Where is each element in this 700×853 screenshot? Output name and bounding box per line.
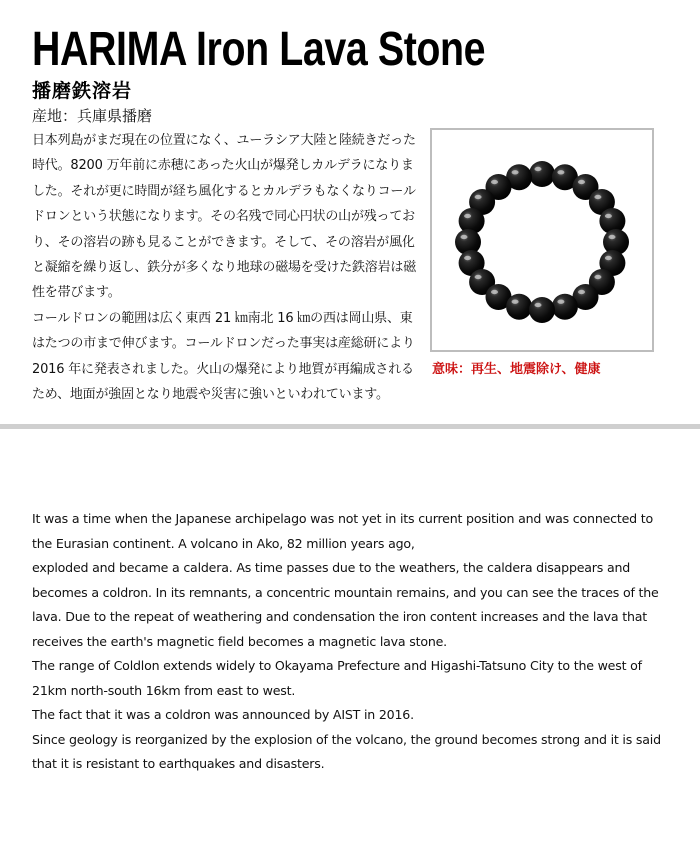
- product-photo: [430, 128, 654, 352]
- bead-highlight: [578, 180, 585, 184]
- bead-highlight: [491, 180, 498, 184]
- bead: [529, 161, 555, 187]
- section-divider: [0, 424, 700, 429]
- bead-highlight: [605, 214, 612, 218]
- bead-highlight: [512, 170, 519, 174]
- japanese-paragraph: コールドロンの範囲は広く東西 21 ㎞南北 16 ㎞の西は岡山県、東はたつの市まで伸びます。コールドロンだった事実は産総研により 2016 年に発表されました。火山の爆発により地質が再編成されるため、地面が強固となり地震や災害に強いといわれています。: [32, 310, 415, 403]
- bead-highlight: [464, 256, 471, 260]
- bead-highlight: [535, 167, 542, 171]
- english-paragraph: exploded and became a caldera. As time passes due to the weathers, the caldera disappears and becomes a coldron. In its remnants, a concentric mountain remains, and you can see the traces of the lava. Due to the repeat of weathering and condensation the iron content increases and the lava that receives the earth's magnetic field becomes a magnetic lava stone.: [32, 560, 659, 649]
- bead-highlight: [594, 275, 601, 279]
- origin-label: 産地 ：: [32, 107, 77, 125]
- bead-highlight: [535, 303, 542, 307]
- japanese-description: [32, 128, 418, 407]
- bead-highlight: [557, 170, 564, 174]
- bead-highlight: [461, 235, 468, 239]
- meaning-text: 意味：再生、地震除け、健康: [432, 362, 601, 377]
- page-title: HARIMA Iron Lava Stone: [32, 23, 486, 76]
- bead-highlight: [475, 195, 482, 199]
- bead: [506, 294, 532, 320]
- bead-highlight: [605, 256, 612, 260]
- english-paragraph: Since geology is reorganized by the explosion of the volcano, the ground becomes strong and it is said that it is resistant to earthquakes and disasters.: [32, 731, 661, 771]
- bead-highlight: [475, 275, 482, 279]
- english-paragraph: The fact that it was a coldron was announced by AIST in 2016.: [32, 707, 414, 722]
- japanese-paragraph: 日本列島がまだ現在の位置になく、ユーラシア大陸と陸続きだった時代。8200 万年前に赤穂にあった火山が爆発しカルデラになりました。それが更に時間が経ち風化するとカルデラもなくなりコールドロンという状態になります。その名残で同心円状の山が残っており、その溶岩の跡も見ることができます。そして、その溶岩が風化と凝縮を繰り返し、鉄分が多くなり地球の磁場を受けた鉄溶岩は磁性を帯びます。: [32, 133, 417, 301]
- bead: [552, 294, 578, 320]
- bead-highlight: [609, 235, 616, 239]
- bead-highlight: [512, 300, 519, 304]
- bead-highlight: [464, 214, 471, 218]
- bead: [529, 297, 555, 323]
- japanese-title: 播磨鉄溶岩: [32, 80, 133, 102]
- english-description: [32, 507, 672, 777]
- bead-highlight: [557, 300, 564, 304]
- bead-highlight: [491, 290, 498, 294]
- bracelet-image: [432, 130, 652, 350]
- origin-line: [32, 105, 152, 127]
- bead-highlight: [578, 290, 585, 294]
- english-paragraph: It was a time when the Japanese archipelago was not yet in its current position and was connected to the Eurasian continent. A volcano in Ako, 82 million years ago,: [32, 511, 653, 551]
- english-paragraph: The range of Coldlon extends widely to Okayama Prefecture and Higashi-Tatsuno City to the west of 21km north-south 16km from east to west.: [32, 658, 642, 698]
- bead-highlight: [594, 195, 601, 199]
- origin-value: 兵庫県播磨: [77, 107, 153, 125]
